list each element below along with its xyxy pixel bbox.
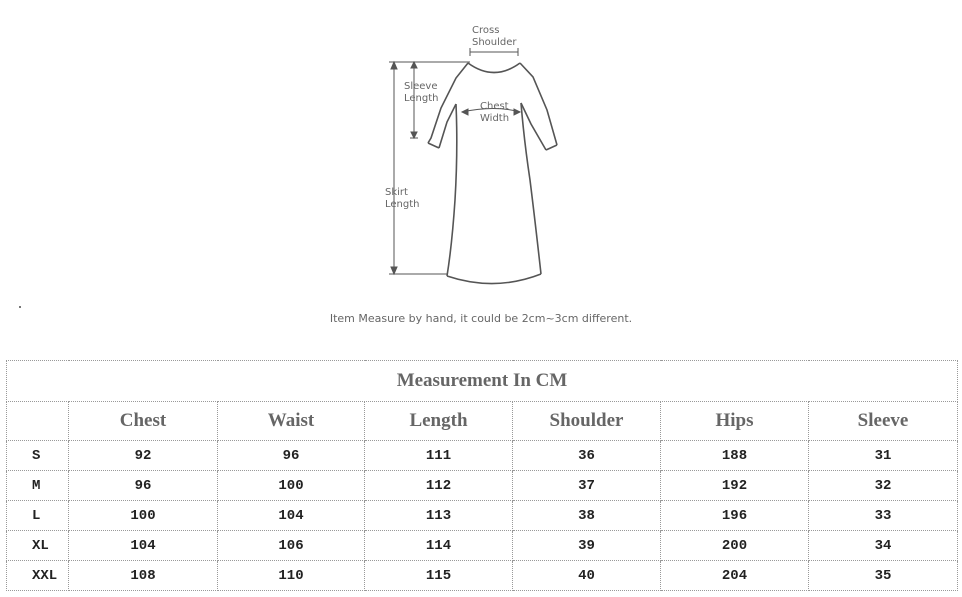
chest-width-label-1: Chest xyxy=(480,101,509,112)
waist-cell: 100 xyxy=(218,471,365,501)
table-row xyxy=(7,441,958,471)
header-length: Length xyxy=(365,402,513,441)
shoulder-cell: 39 xyxy=(513,531,661,561)
header-waist: Waist xyxy=(218,402,365,441)
length-cell: 111 xyxy=(365,441,513,471)
header-hips: Hips xyxy=(661,402,809,441)
shoulder-cell: 36 xyxy=(513,441,661,471)
shoulder-cell: 37 xyxy=(513,471,661,501)
sleeve-cell: 33 xyxy=(809,501,958,531)
table-title: Measurement In CM xyxy=(7,361,958,402)
size-cell: M xyxy=(7,471,69,501)
length-cell: 115 xyxy=(365,561,513,591)
stray-dot xyxy=(19,306,21,308)
waist-cell: 104 xyxy=(218,501,365,531)
chest-width-label-2: Width xyxy=(480,113,510,124)
shoulder-cell: 38 xyxy=(513,501,661,531)
size-cell: L xyxy=(7,501,69,531)
table-row xyxy=(7,501,958,531)
header-row xyxy=(7,402,958,441)
cross-shoulder-label-2: Shoulder xyxy=(472,37,517,48)
size-cell: S xyxy=(7,441,69,471)
hips-cell: 204 xyxy=(661,561,809,591)
header-size xyxy=(7,402,69,441)
length-cell: 113 xyxy=(365,501,513,531)
hips-cell: 196 xyxy=(661,501,809,531)
hips-cell: 192 xyxy=(661,471,809,501)
chest-cell: 96 xyxy=(69,471,218,501)
size-chart-table xyxy=(6,360,958,591)
measurement-note: Item Measure by hand, it could be 2cm~3cm different. xyxy=(329,312,633,325)
sleeve-cell: 32 xyxy=(809,471,958,501)
sleeve-cell: 31 xyxy=(809,441,958,471)
cross-shoulder-label-1: Cross xyxy=(472,25,500,36)
hips-cell: 200 xyxy=(661,531,809,561)
waist-cell: 110 xyxy=(218,561,365,591)
size-cell: XXL xyxy=(7,561,69,591)
dress-outline xyxy=(428,63,557,284)
table-row xyxy=(7,471,958,501)
chest-cell: 92 xyxy=(69,441,218,471)
hips-cell: 188 xyxy=(661,441,809,471)
table-row xyxy=(7,531,958,561)
sleeve-cell: 35 xyxy=(809,561,958,591)
header-chest: Chest xyxy=(69,402,218,441)
skirt-length-label-2: Length xyxy=(385,199,420,210)
chest-cell: 104 xyxy=(69,531,218,561)
skirt-length-label-1: Skirt xyxy=(385,187,408,198)
sleeve-cell: 34 xyxy=(809,531,958,561)
cross-shoulder-arrow xyxy=(470,48,518,56)
sleeve-length-label-1: Sleeve xyxy=(404,81,438,92)
header-sleeve: Sleeve xyxy=(809,402,958,441)
header-shoulder: Shoulder xyxy=(513,402,661,441)
chest-cell: 100 xyxy=(69,501,218,531)
waist-cell: 96 xyxy=(218,441,365,471)
chest-cell: 108 xyxy=(69,561,218,591)
length-cell: 114 xyxy=(365,531,513,561)
waist-cell: 106 xyxy=(218,531,365,561)
sleeve-length-label-2: Length xyxy=(404,93,439,104)
table-row xyxy=(7,561,958,591)
length-cell: 112 xyxy=(365,471,513,501)
size-cell: XL xyxy=(7,531,69,561)
shoulder-cell: 40 xyxy=(513,561,661,591)
